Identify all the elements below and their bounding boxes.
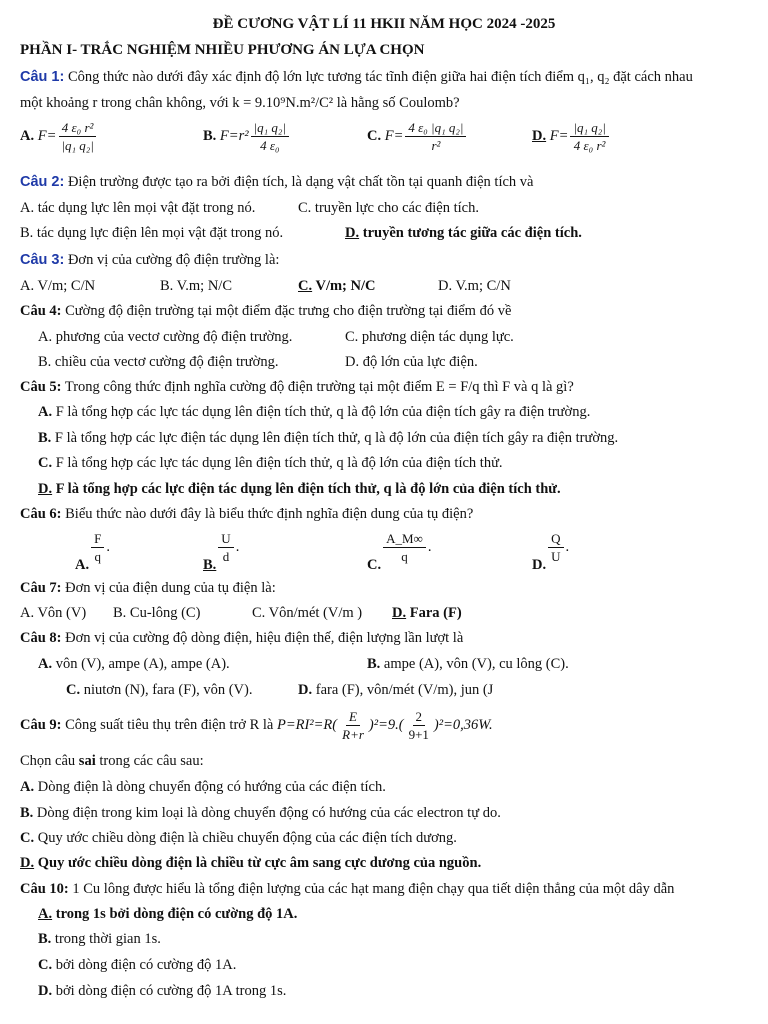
question-1-line-2: một khoảng r trong chân không, với k = 9.10⁹N.m²/C² là hằng số Coulomb? xyxy=(20,95,460,111)
q3-option-a: A. V/m; C/N xyxy=(20,278,96,294)
question-7: Câu 7: Đơn vị của điện dung của tụ điện là: xyxy=(20,580,276,596)
document-title: ĐỀ CƯƠNG VẬT LÍ 11 HKII NĂM HỌC 2024 -2025 xyxy=(212,16,556,32)
power-formula-part-2: )²=9.( xyxy=(368,717,404,733)
question-6: Câu 6: Biểu thức nào dưới đây là biểu thức định nghĩa điện dung của tụ điện? xyxy=(20,506,474,522)
q6-option-b-underlined: B. $\frac{U}{d}$ . xyxy=(203,531,240,573)
question-4: Câu 4: Cường độ điện trường tại một điểm đặc trưng cho điện trường tại điểm đó về xyxy=(20,303,512,319)
q5-option-d-correct: D. F là tổng hợp các lực điện tác dụng lên điện tích thử, q là độ lớn của điện tích thử. xyxy=(38,481,561,497)
question-1 xyxy=(20,69,768,86)
question-5: Câu 5: Trong công thức định nghĩa cường độ điện trường tại một điểm E = F/q thì F và q là gì? xyxy=(20,379,574,395)
q9-option-a: A. Dòng điện là dòng chuyển động có hướng của các điện tích. xyxy=(20,779,386,795)
q9-instruction: Chọn câu sai trong các câu sau: xyxy=(20,753,204,769)
q2-option-c: C. truyền lực cho các điện tích. xyxy=(298,200,479,216)
q2-option-d-correct: D. truyền tương tác giữa các điện tích. xyxy=(345,225,582,241)
q4-option-b: B. chiều của vectơ cường độ điện trường. xyxy=(38,354,279,370)
q5-option-b: B. F là tổng hợp các lực điện tác dụng lên điện tích thử, q là độ lớn của điện tích gây ra điện trường. xyxy=(38,430,619,446)
q8-option-b: B. ampe (A), vôn (V), cu lông (C). xyxy=(367,656,569,672)
q5-option-a: A. F là tổng hợp các lực tác dụng lên điện tích thử, q là độ lớn của điện tích gây ra điện trường. xyxy=(38,404,591,420)
q7-option-c: C. Vôn/mét (V/m ) xyxy=(252,605,363,621)
question-text: Công thức nào dưới đây xác định độ lớn lực tương tác tĩnh điện giữa hai điện tích điểm q₁, q₂ đặt cách nhau xyxy=(67,69,693,85)
q6-option-d: D. $\frac{Q}{U}$ . xyxy=(532,531,570,573)
q2-option-b: B. tác dụng lực điện lên mọi vật đặt trong nó. xyxy=(20,225,284,241)
question-label: Câu 1: xyxy=(20,69,65,85)
q7-option-b: B. Cu-lông (C) xyxy=(113,605,201,621)
q4-option-c: C. phương diện tác dụng lực. xyxy=(345,329,514,345)
q6-option-c: C. $\frac{A\_M\infty}{q}$ . xyxy=(367,531,432,573)
q3-option-c-correct: C. V/m; N/C xyxy=(298,278,376,294)
question-3: Câu 3: Đơn vị của cường độ điện trường là: xyxy=(20,252,280,268)
q5-option-c: C. F là tổng hợp các lực tác dụng lên điện tích thử, q là độ lớn của điện tích thử. xyxy=(38,455,503,471)
question-8: Câu 8: Đơn vị của cường độ dòng điện, hiệu điện thế, điện lượng lần lượt là xyxy=(20,630,464,646)
q8-option-d: D. fara (F), vôn/mét (V/m), jun (J xyxy=(298,682,494,698)
q2-option-a: A. tác dụng lực lên mọi vật đặt trong nó. xyxy=(20,200,256,216)
q10-option-d: D. bởi dòng điện có cường độ 1A trong 1s. xyxy=(38,983,287,999)
q1-option-c: C. F= $\frac{\text{4 ε₀ |q₁ q₂|}}{\text{r²}}$ xyxy=(367,119,468,154)
q9-option-b: B. Dòng điện trong kim loại là dòng chuyển động có hướng của các electron tự do. xyxy=(20,805,501,821)
q6-option-a: A. $\frac{F}{q}$ . xyxy=(75,531,110,573)
q4-option-d: D. độ lớn của lực điện. xyxy=(345,354,478,370)
q8-option-c: C. niutơn (N), fara (F), vôn (V). xyxy=(66,682,253,698)
part-heading: PHẦN I- TRẮC NGHIỆM NHIỀU PHƯƠNG ÁN LỰA CHỌN xyxy=(20,42,425,58)
question-9: Câu 9: Công suất tiêu thụ trên điện trở R là P=RI²=R( $\frac{E}{R+r}$ )²=9.( $\frac{2}{9+1}$ )²=0,36W. xyxy=(20,709,493,742)
q8-option-a: A. vôn (V), ampe (A), ampe (A). xyxy=(38,656,230,672)
q4-option-a: A. phương của vectơ cường độ điện trường. xyxy=(38,329,293,345)
q10-option-b: B. trong thời gian 1s. xyxy=(38,931,161,947)
q1-option-d-correct: D. F= $\frac{\text{|q₁ q₂|}}{\text{4 ε₀ r²}}$ xyxy=(532,119,611,154)
q10-option-a-correct: A. trong 1s bởi dòng điện có cường độ 1A. xyxy=(38,906,298,922)
q1-option-b: B. F=r² $\frac{\text{|q₁ q₂|}}{\text{4 ε₀}}$ xyxy=(203,119,291,154)
q10-option-c: C. bởi dòng điện có cường độ 1A. xyxy=(38,957,237,973)
question-10: Câu 10: 1 Cu lông được hiểu là tổng điện lượng của các hạt mang điện chạy qua tiết diện thẳng của một dây dẫn xyxy=(20,881,675,897)
q9-option-c: C. Quy ước chiều dòng điện là chiều chuyển động của các điện tích dương. xyxy=(20,830,457,846)
power-formula-part-3: )²=0,36W. xyxy=(433,717,493,733)
q1-option-a: A. F= $\frac{\text{4 ε₀ r²}}{\text{|q₁ q₂|}}$ xyxy=(20,119,99,154)
question-2: Câu 2: Điện trường được tạo ra bởi điện tích, là dạng vật chất tồn tại quanh điện tích và xyxy=(20,174,534,190)
q7-option-a: A. Vôn (V) xyxy=(20,605,87,621)
power-formula-part-1: P=RI²=R( xyxy=(276,717,338,733)
q3-option-b: B. V.m; N/C xyxy=(160,278,232,294)
q3-option-d: D. V.m; C/N xyxy=(438,278,511,294)
q7-option-d-correct: D. Fara (F) xyxy=(392,605,462,621)
q9-option-d-correct: D. Quy ước chiều dòng điện là chiều từ cực âm sang cực dương của nguồn. xyxy=(20,855,482,871)
